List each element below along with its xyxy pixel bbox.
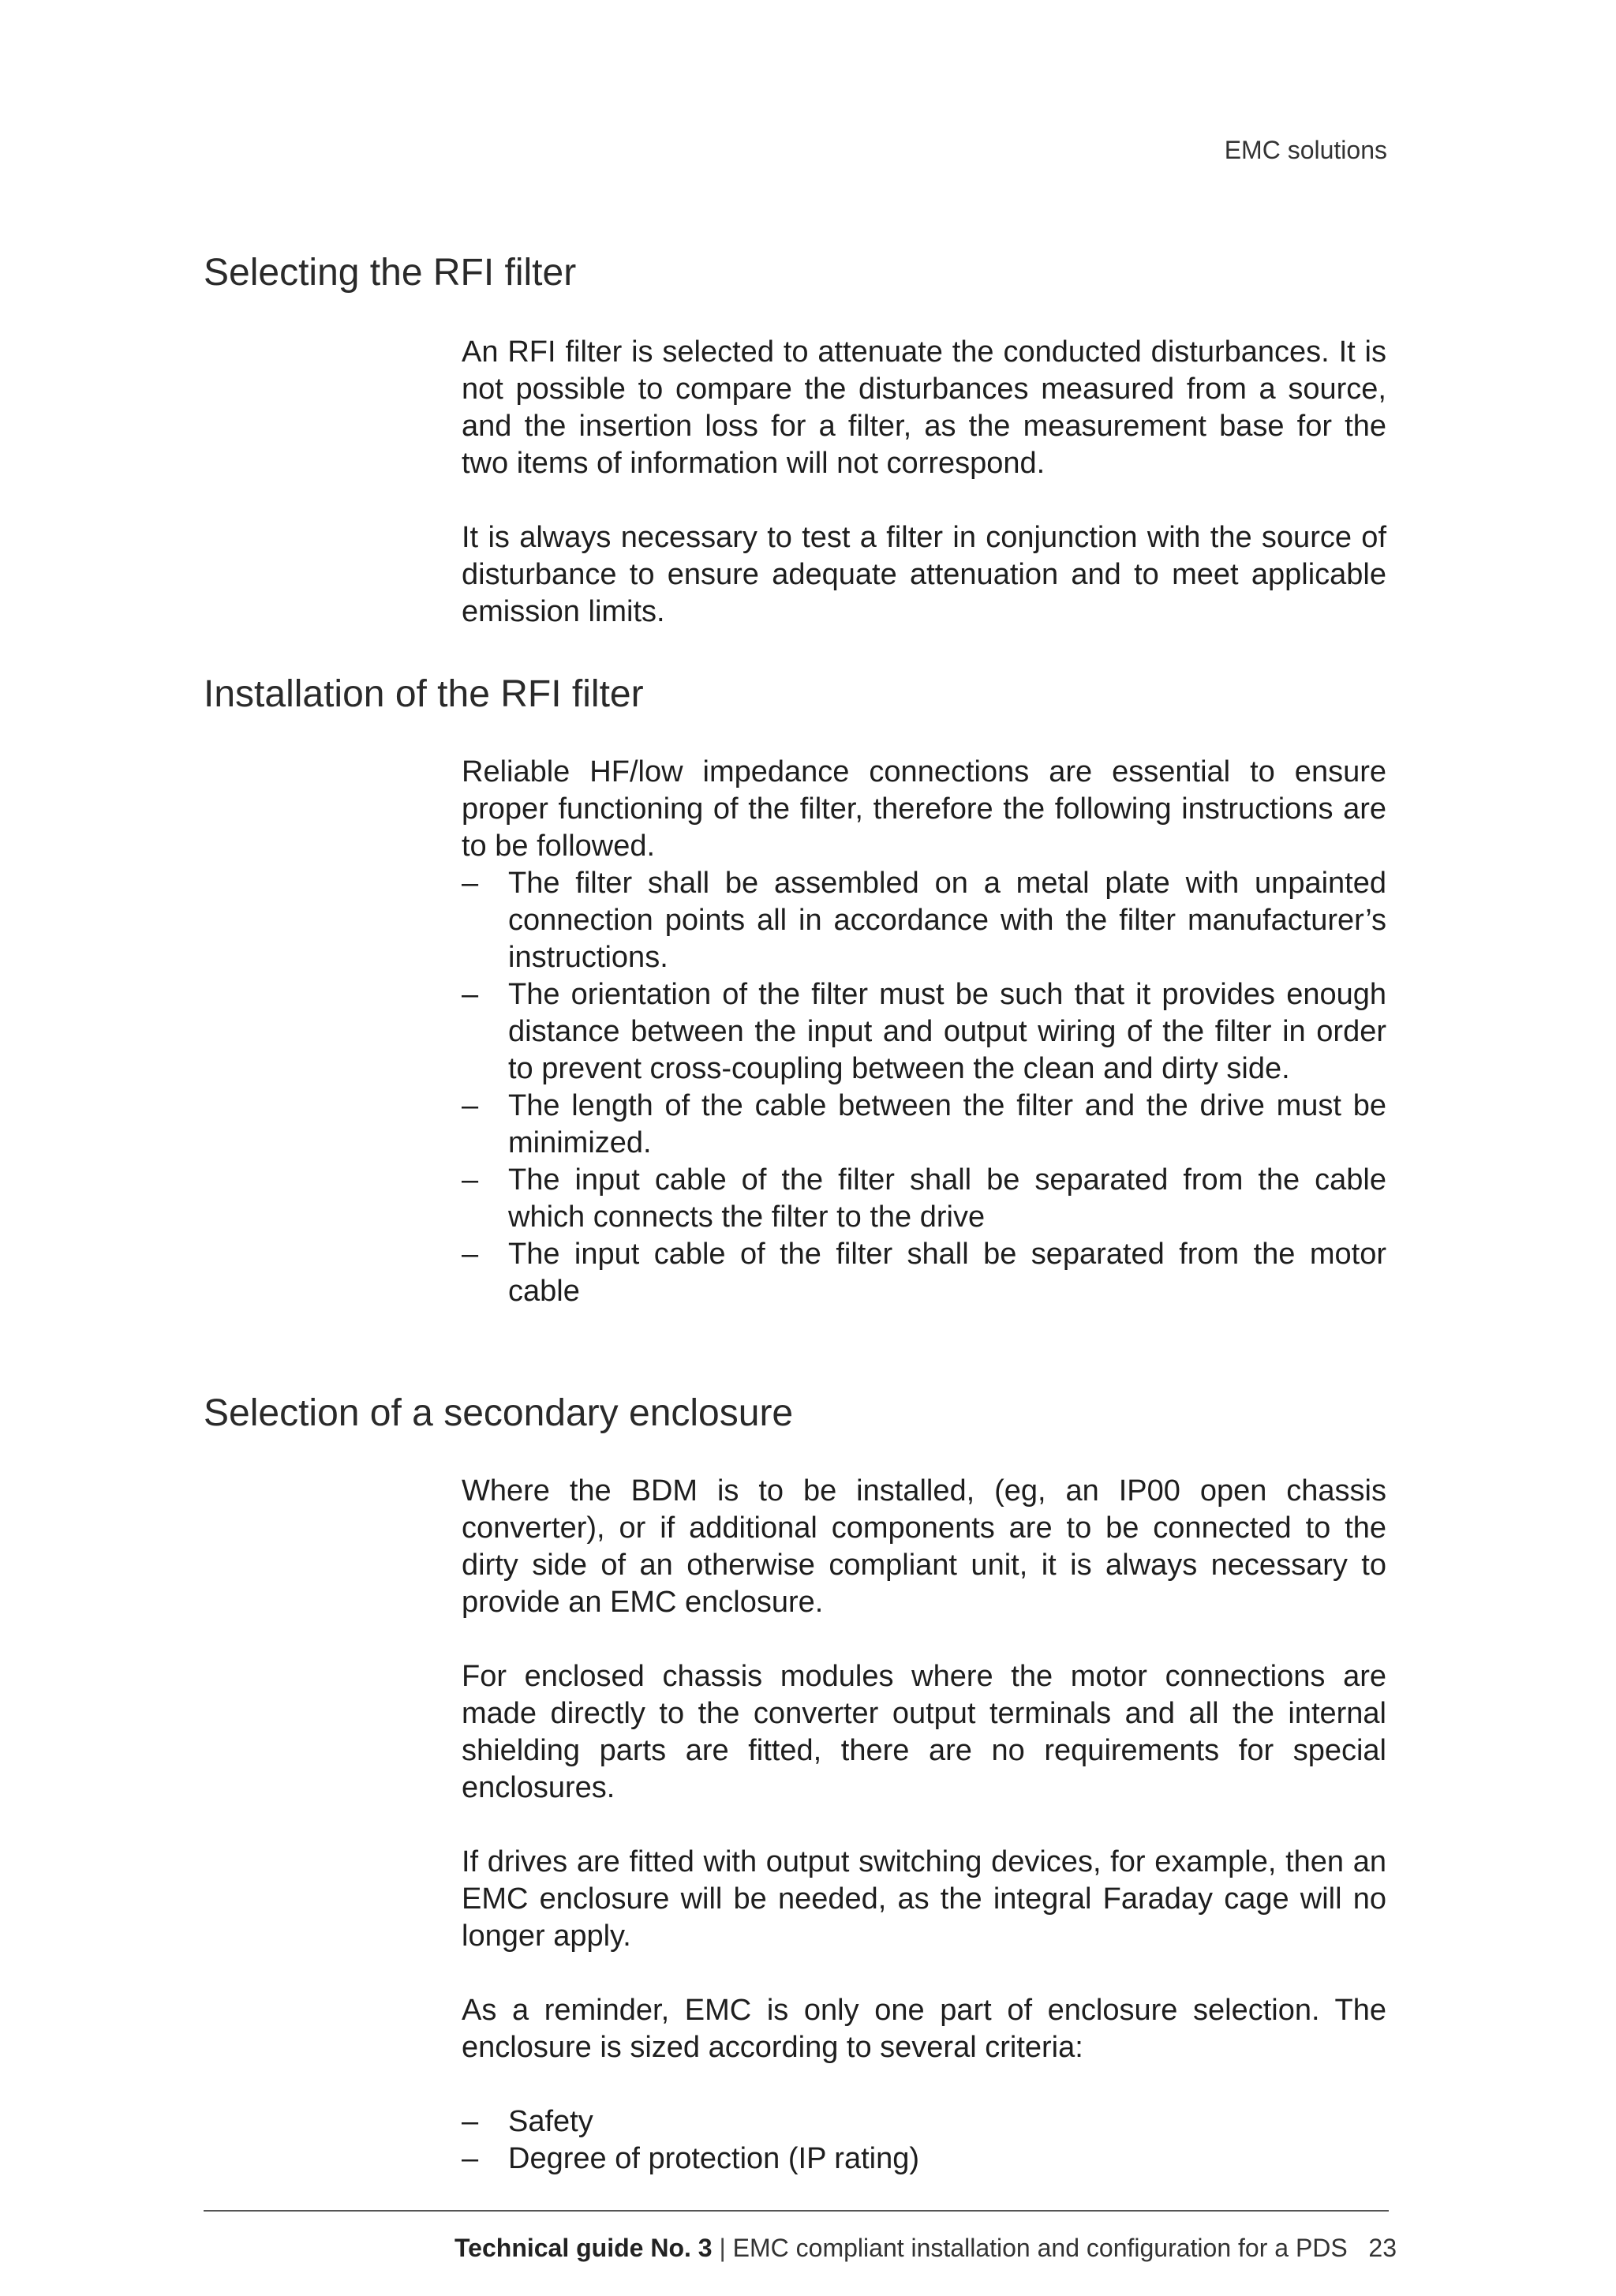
dash-bullet-icon: – bbox=[462, 1238, 479, 1271]
dash-bullet-icon: – bbox=[462, 978, 479, 1011]
footer-guide-label: Technical guide No. 3 bbox=[454, 2234, 713, 2262]
dash-bullet-icon: – bbox=[462, 1163, 479, 1197]
page-number: 23 bbox=[1368, 2234, 1397, 2262]
section-heading-secondary-enclosure: Selection of a secondary enclosure bbox=[204, 1392, 794, 1434]
section-body-installation-rfi-filter bbox=[462, 754, 1386, 1310]
section-body-secondary-enclosure bbox=[462, 1473, 1386, 2178]
list-item: – The input cable of the filter shall be separated from the motor cable bbox=[462, 1238, 1386, 1308]
dash-bullet-icon: – bbox=[462, 1089, 479, 1122]
list-item: – The length of the cable between the filter and the drive must be minimized. bbox=[462, 1089, 1386, 1159]
footer-divider bbox=[204, 2210, 1389, 2212]
section-heading-installation-rfi-filter: Installation of the RFI filter bbox=[204, 673, 644, 715]
section-heading-selecting-rfi-filter: Selecting the RFI filter bbox=[204, 252, 577, 294]
body-paragraph: If drives are fitted with output switching devices, for example, then an EMC enclosure will be needed, as the integral Faraday cage will no longer apply. bbox=[462, 1845, 1386, 1953]
list-item: – The input cable of the filter shall be separated from the cable which connects the filter to the drive bbox=[462, 1163, 1386, 1234]
dash-bullet-icon: – bbox=[462, 867, 479, 900]
section-body-selecting-rfi-filter bbox=[462, 334, 1386, 631]
instruction-list bbox=[462, 865, 1386, 1310]
body-paragraph: For enclosed chassis modules where the motor connections are made directly to the converter output terminals and all the internal shielding parts are fitted, there are no requirements for special enclosures. bbox=[462, 1660, 1386, 1804]
running-head: EMC solutions bbox=[1224, 136, 1387, 164]
dash-bullet-icon: – bbox=[462, 2142, 479, 2175]
footer-guide-title: EMC compliant installation and configuration for a PDS bbox=[732, 2234, 1348, 2262]
list-item: – The filter shall be assembled on a metal plate with unpainted connection points all in accordance with the filter manufacturer’s instructions. bbox=[462, 867, 1386, 974]
criteria-list bbox=[462, 2103, 1386, 2178]
body-paragraph: Where the BDM is to be installed, (eg, an IP00 open chassis converter), or if additional components are to be connected to the dirty side of an otherwise compliant unit, it is always necessary to provide an EMC enclosure. bbox=[462, 1474, 1386, 1619]
body-paragraph: It is always necessary to test a filter in conjunction with the source of disturbance to ensure adequate attenuation and to meet applicable emission limits. bbox=[462, 521, 1386, 628]
body-paragraph: As a reminder, EMC is only one part of enclosure selection. The enclosure is sized according to several criteria: bbox=[462, 1994, 1386, 2064]
body-paragraph: Reliable HF/low impedance connections are essential to ensure proper functioning of the filter, therefore the following instructions are to be followed. bbox=[462, 755, 1386, 863]
body-paragraph: An RFI filter is selected to attenuate the conducted disturbances. It is not possible to compare the disturbances measured from a source, and the insertion loss for a filter, as the measurement base for the two items of information will not correspond. bbox=[462, 335, 1386, 480]
footer-separator: | bbox=[719, 2234, 726, 2262]
list-item: – Safety bbox=[462, 2103, 1386, 2141]
list-item: – The orientation of the filter must be such that it provides enough distance between the input and output wiring of the filter in order to prevent cross-coupling between the clean and dirty side. bbox=[462, 978, 1386, 1085]
list-item: – Degree of protection (IP rating) bbox=[462, 2141, 1386, 2178]
page-footer bbox=[454, 2234, 1397, 2263]
dash-bullet-icon: – bbox=[462, 2105, 479, 2138]
